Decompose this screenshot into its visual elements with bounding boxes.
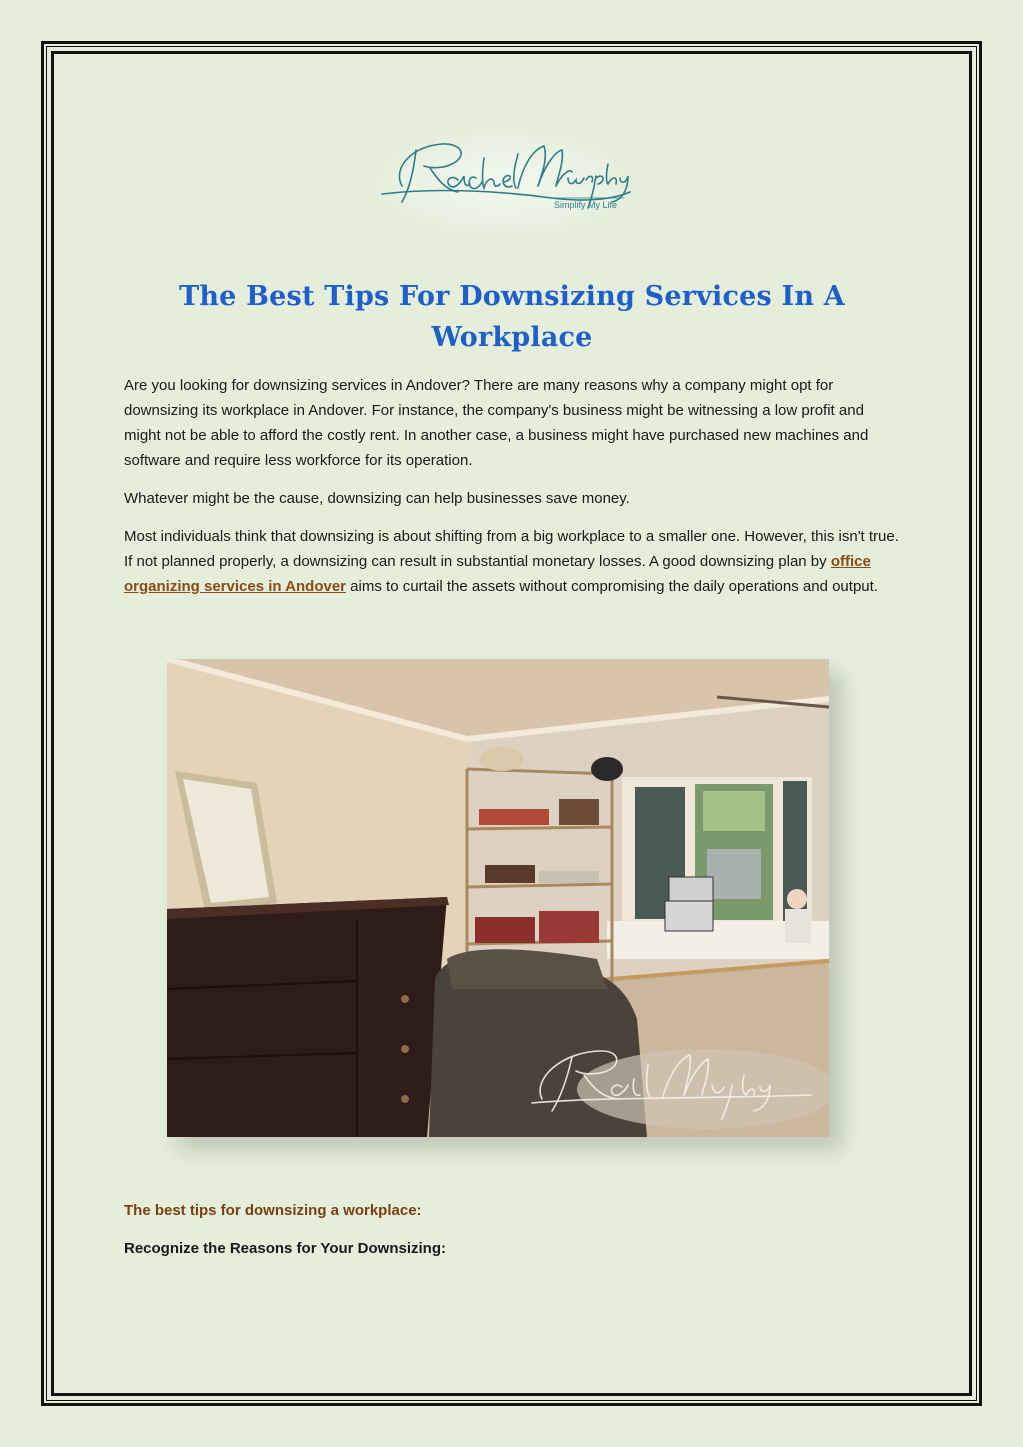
office-organizing-services-link[interactable]: office organizing services in Andover (124, 553, 871, 595)
tips-heading: The best tips for downsizing a workplace: (124, 1202, 422, 1219)
intro-paragraph: Are you looking for downsizing services in Andover? There are many reasons why a company might opt for downsizing its workplace in Andover. For instance, the company's business might be witnessing a low profit and might not be able to afford the costly rent. In another case, a business might have purchased new machines and software and require less workforce for its operation. (124, 377, 869, 469)
plan-paragraph-text-after: aims to curtail the assets without compromising the daily operations and output. (346, 578, 878, 595)
reasons-heading: Recognize the Reasons for Your Downsizing: (124, 1240, 446, 1257)
rachel-murphy-logo (372, 128, 634, 238)
cause-paragraph: Whatever might be the cause, downsizing can help businesses save money. (124, 490, 630, 507)
logo-tagline: Simplify My Life (554, 200, 618, 210)
page-title: The Best Tips For Downsizing Services In A Workplace (179, 281, 845, 353)
logo-script-graphic (372, 128, 634, 238)
photo-watermark (522, 1039, 822, 1129)
plan-paragraph (124, 524, 904, 599)
plan-paragraph-text-before: Most individuals think that downsizing is about shifting from a big workplace to a smaller one. However, this isn't true. If not planned properly, a downsizing can result in substantial monetary losses. A good downsizing plan by (124, 528, 899, 570)
organized-room-photo (167, 659, 829, 1137)
